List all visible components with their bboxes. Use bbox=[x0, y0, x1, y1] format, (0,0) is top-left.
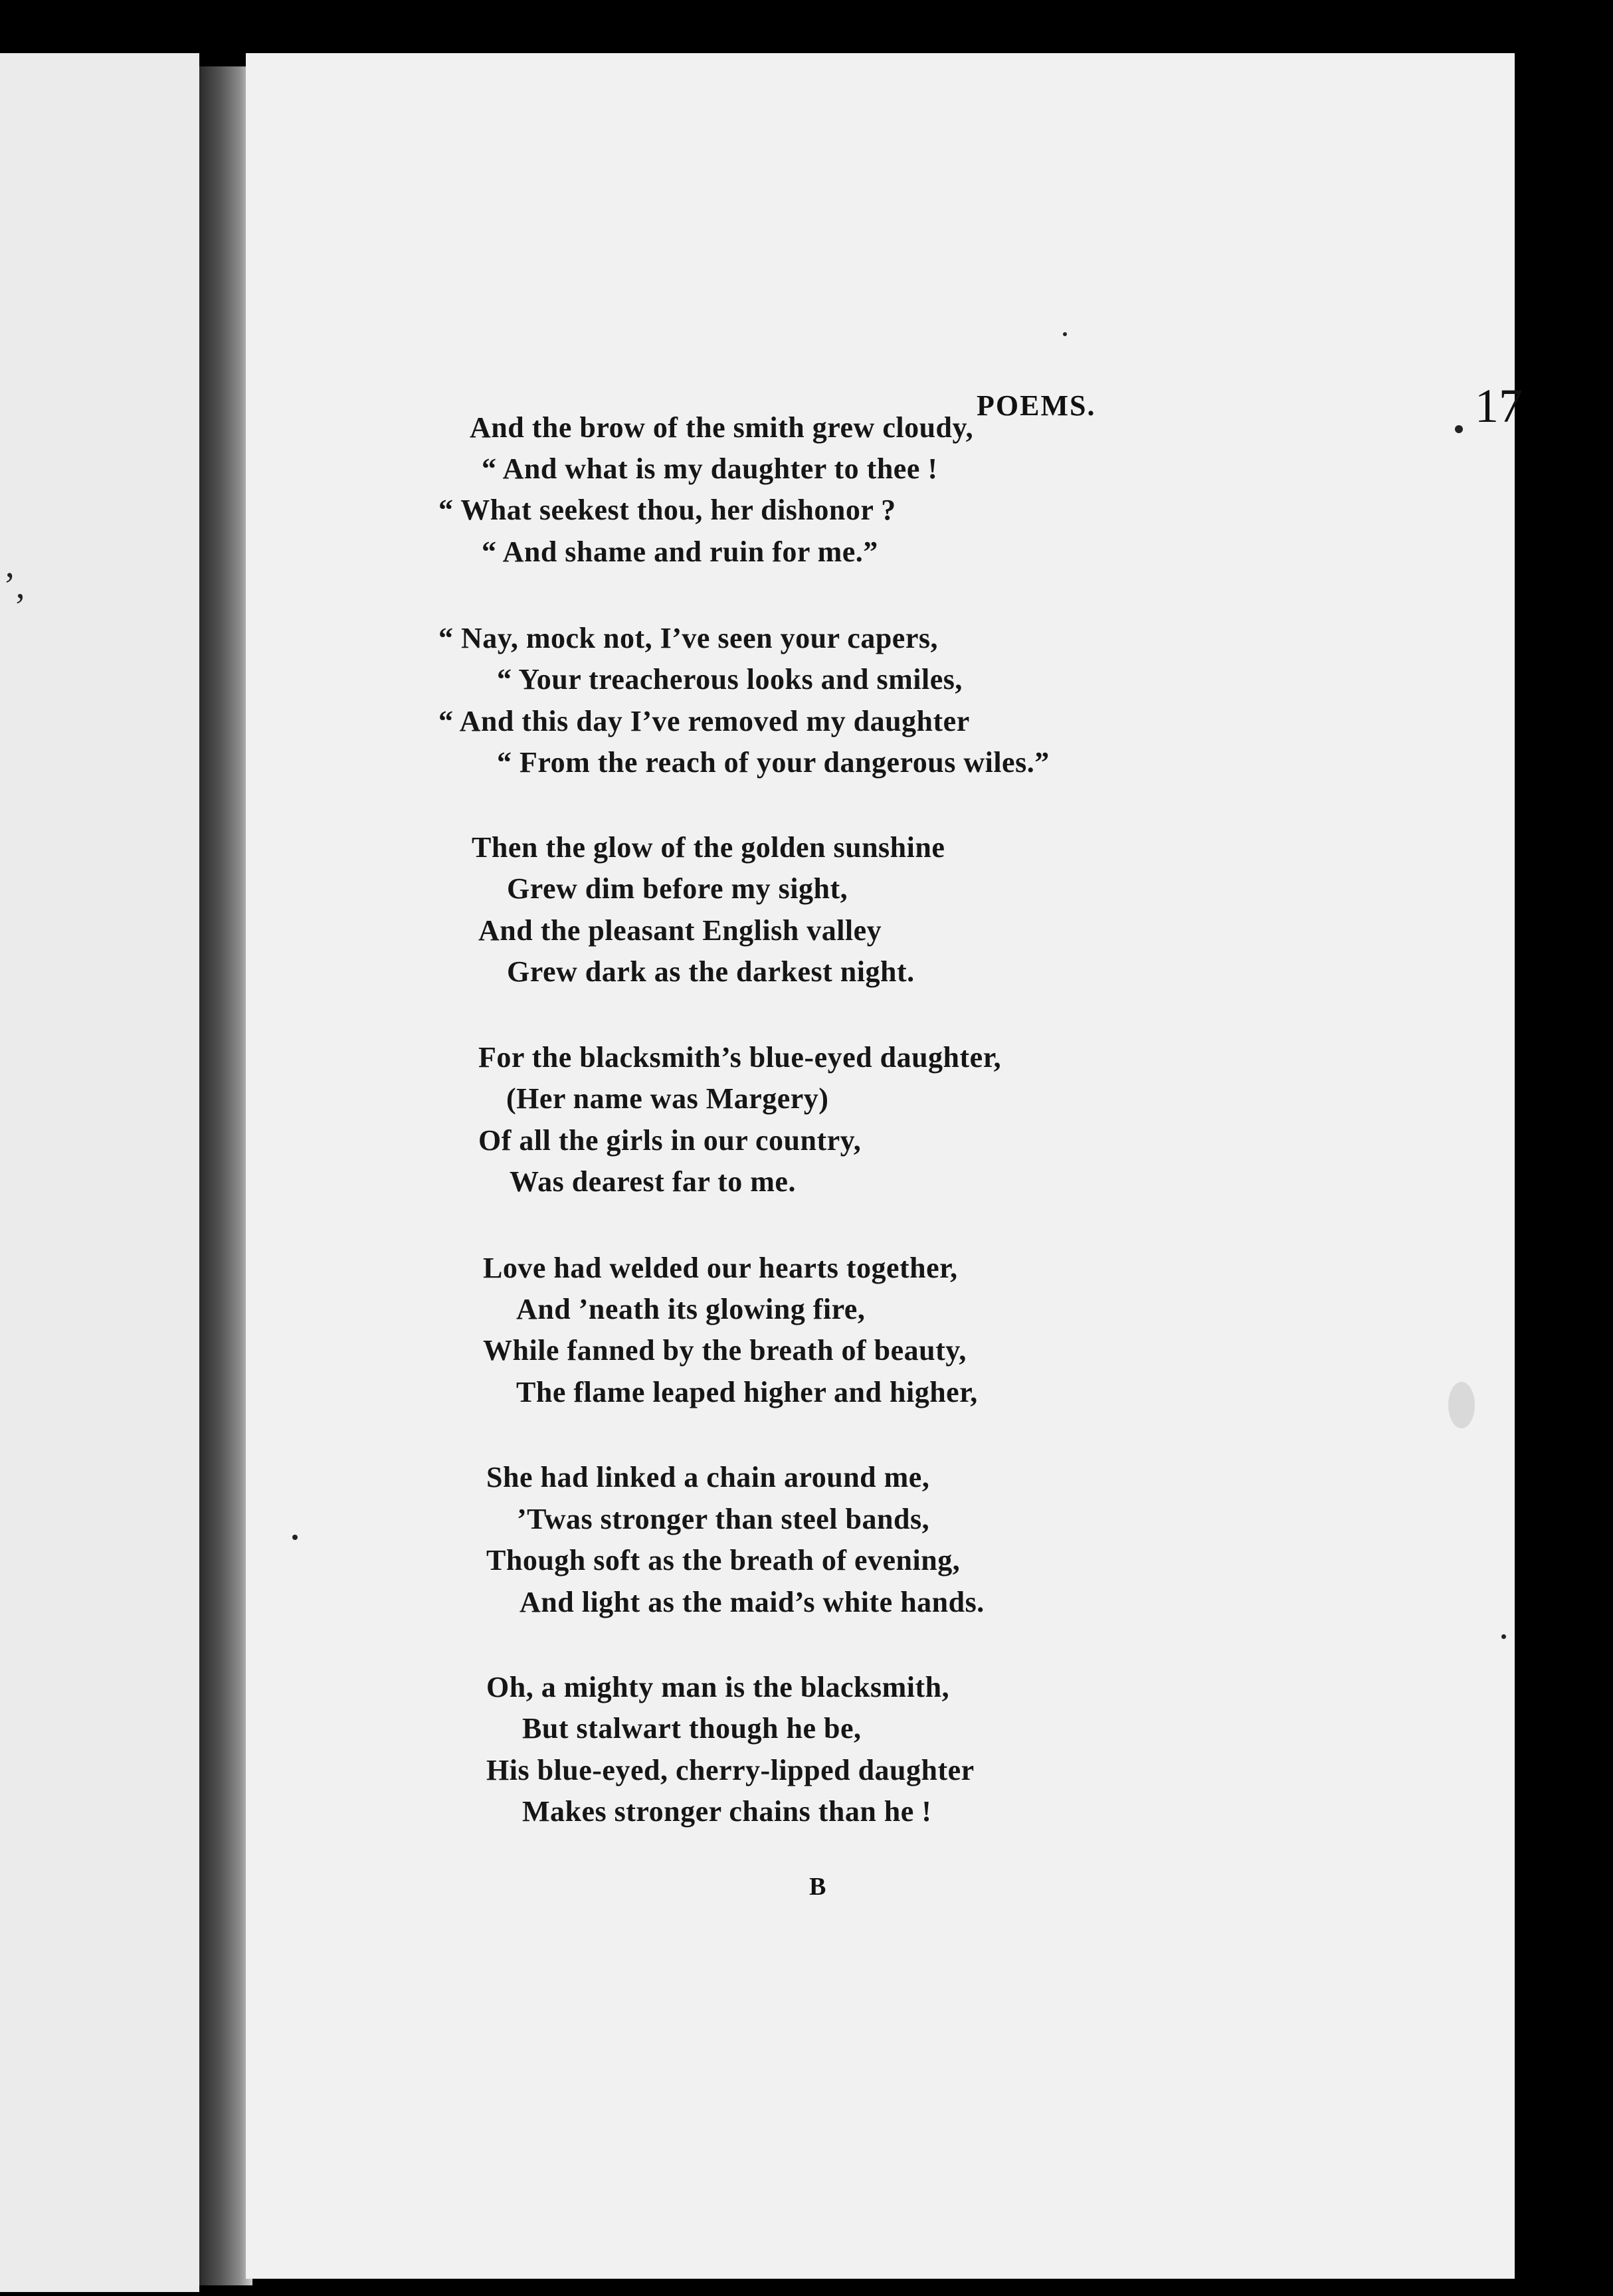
poem-line: Then the glow of the golden sunshine bbox=[472, 831, 945, 864]
poem-line: Though soft as the breath of evening, bbox=[486, 1544, 961, 1577]
poem-line: “ What seekest thou, her dishonor ? bbox=[438, 494, 896, 526]
book-gutter bbox=[199, 66, 252, 2285]
ink-speck bbox=[292, 1535, 298, 1540]
ink-speck bbox=[1063, 332, 1067, 336]
poem-line: Was dearest far to me. bbox=[510, 1165, 796, 1198]
poem-line: “ Nay, mock not, I’ve seen your capers, bbox=[438, 622, 938, 654]
poem-line: While fanned by the breath of beauty, bbox=[483, 1334, 967, 1367]
poem-line: And the pleasant English valley bbox=[478, 914, 882, 947]
ink-speck bbox=[1501, 1634, 1506, 1639]
poem-line: And light as the maid’s white hands. bbox=[520, 1586, 985, 1618]
poem-line: “ From the reach of your dangerous wiles.” bbox=[497, 746, 1050, 779]
poem-line: “ And this day I’ve removed my daughter bbox=[438, 705, 970, 737]
poem-line: “ And shame and ruin for me.” bbox=[482, 535, 878, 568]
signature-mark: B bbox=[809, 1873, 826, 1901]
book-page bbox=[246, 53, 1523, 2279]
poem-line: For the blacksmith’s blue-eyed daughter, bbox=[478, 1041, 1002, 1074]
poem-line: And ’neath its glowing fire, bbox=[516, 1293, 866, 1325]
poem-line: Love had welded our hearts together, bbox=[483, 1252, 958, 1284]
poem-line: “ And what is my daughter to thee ! bbox=[482, 452, 938, 485]
left-page bbox=[0, 53, 199, 2292]
poem-line: The flame leaped higher and higher, bbox=[516, 1376, 978, 1408]
poem-line: But stalwart though he be, bbox=[522, 1712, 862, 1745]
poem-line: Grew dark as the darkest night. bbox=[507, 955, 915, 988]
poem-line: His blue-eyed, cherry-lipped daughter bbox=[486, 1754, 975, 1786]
poem-line: Of all the girls in our country, bbox=[478, 1124, 862, 1157]
poem-line: Oh, a mighty man is the blacksmith, bbox=[486, 1671, 950, 1703]
page-number: 17 bbox=[1475, 379, 1523, 432]
poem-line: Grew dim before my sight, bbox=[507, 872, 848, 905]
poem-line: Makes stronger chains than he ! bbox=[522, 1795, 932, 1828]
poem-line: And the brow of the smith grew cloudy, bbox=[470, 411, 974, 444]
poem-line: She had linked a chain around me, bbox=[486, 1461, 930, 1493]
left-page-margin-mark: ’, bbox=[3, 565, 25, 607]
poem-line: (Her name was Margery) bbox=[506, 1082, 829, 1115]
running-title: POEMS. bbox=[977, 389, 1096, 422]
poem-line: “ Your treacherous looks and smiles, bbox=[497, 663, 963, 696]
poem-line: ’Twas stronger than steel bands, bbox=[517, 1503, 930, 1535]
ink-speck bbox=[1455, 425, 1463, 433]
paper-blemish bbox=[1448, 1382, 1475, 1428]
